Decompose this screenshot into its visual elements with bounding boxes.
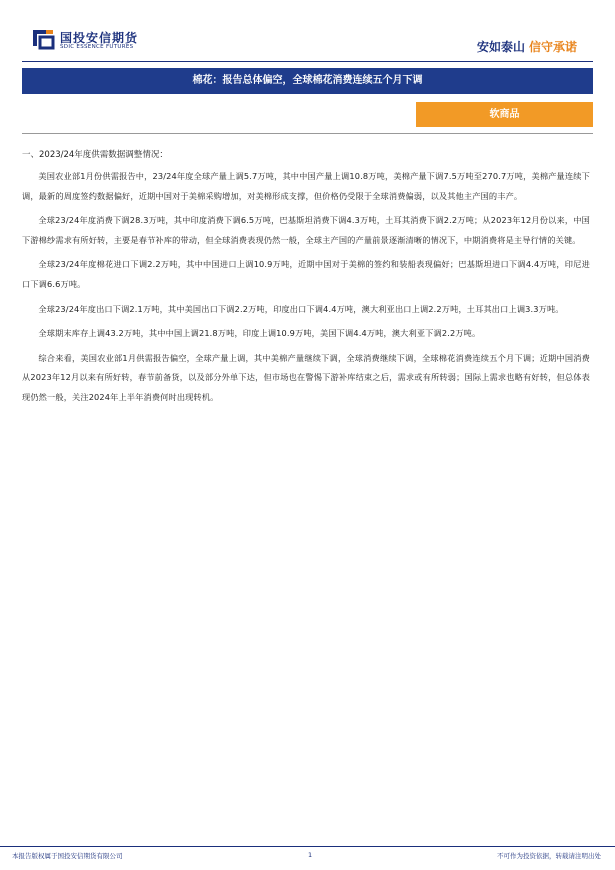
section-heading: 一、2023/24年度供需数据调整情况： [22, 150, 168, 160]
page-number: 1 [308, 851, 313, 859]
category-tag: 软商品 [416, 102, 593, 127]
company-name: 国投安信期货 [60, 31, 139, 45]
footer-divider [0, 846, 615, 847]
slogan [477, 38, 577, 55]
report-title: 棉花：报告总体偏空，全球棉花消费连续五个月下调 [22, 68, 593, 94]
report-body [22, 146, 590, 413]
section-divider [22, 133, 593, 134]
company-name-en: SDIC ESSENCE FUTURES [60, 44, 134, 50]
footer-copyright: 本报告版权属于国投安信期货有限公司 [12, 852, 123, 860]
paragraph-stocks: 全球期末库存上调43.2万吨，其中中国上调21.8万吨，印度上调10.9万吨，美国下调4.4万吨，澳大利亚下调2.2万吨。 [38, 328, 481, 339]
header-divider [22, 61, 593, 62]
slogan-part-2: 信守承诺 [528, 40, 577, 54]
page-header [0, 0, 615, 62]
paragraph-summary: 综合来看，美国农业部1月供需报告偏空，全球产量上调，其中美棉产量继续下调，全球消费继续下调，全球棉花消费连续五个月下调；近期中国消费从2023年12月以来有所好转，春节前备货，以及部分外单下达，但市场也在警惕下游补库结束之后，需求或有所转弱；国际上需求也略有好转，但总体表现仍然一般，关注2024年上半年消费何时出现转机。 [22, 352, 590, 402]
paragraph-imports: 全球23/24年度棉花进口下调2.2万吨，其中中国进口上调10.9万吨，近期中国对于美棉的签约和装船表现偏好；巴基斯坦进口下调4.4万吨，印尼进口下调6.6万吨。 [22, 259, 590, 289]
footer-disclaimer: 不可作为投资依据，转载请注明出处 [497, 852, 601, 860]
company-logo-icon [31, 28, 55, 50]
slogan-part-1: 安如泰山 [476, 40, 525, 54]
paragraph-exports: 全球23/24年度出口下调2.1万吨，其中美国出口下调2.2万吨，印度出口下调4.4万吨，澳大利亚出口上调2.2万吨，土耳其出口上调3.3万吨。 [38, 303, 564, 314]
paragraph-consumption: 全球23/24年度消费下调28.3万吨，其中印度消费下调6.5万吨，巴基斯坦消费下调4.3万吨，土耳其消费下调2.2万吨；从2023年12月份以来，中国下游棉纱需求有所好转，主要是春节补库的带动，但全球消费表现仍然一般，全球主产国的产量前景逐渐清晰的情况下，中期消费将是主导行情的关键。 [22, 215, 590, 245]
paragraph-production: 美国农业部1月份供需报告中，23/24年度全球产量上调5.7万吨，其中中国产量上调10.8万吨，美棉产量下调7.5万吨至270.7万吨，美棉产量连续下调，最新的周度签约数据偏好，近期中国对于美棉采购增加，对美棉形成支撑，但价格仍受限于全球消费偏弱，以及其他主产国的丰产。 [22, 171, 590, 201]
